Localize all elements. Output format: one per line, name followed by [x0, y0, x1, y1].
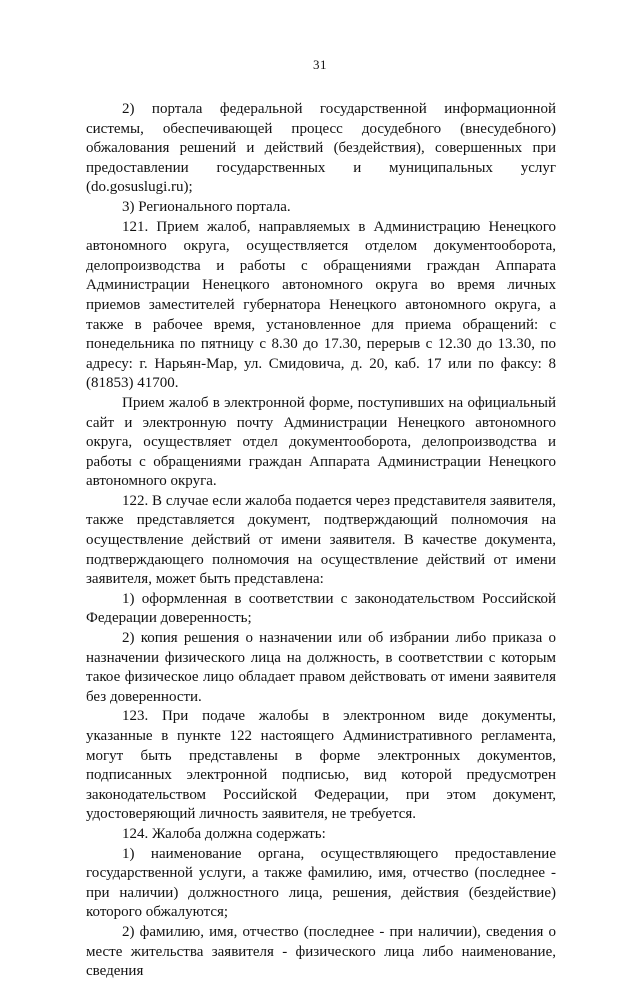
paragraph-123: 123. При подаче жалобы в электронном виде документы, указанные в пункте 122 настоящего Административного регламента, могут быть представлены в форме электронных документов, подписанных электронной подписью, вид которой предусмотрен законодательством Российской Федерации, при этом документ, удостоверяющий личность заявителя, не требуется.	[86, 708, 556, 823]
paragraph-122: 122. В случае если жалоба подается через представителя заявителя, также представляется документ, подтверждающий полномочия на осуществление действий от имени заявителя. В качестве документа, подтверждающего полномочия на осуществление действий от имени заявителя, может быть представлена:	[86, 492, 556, 588]
page-number: 31	[313, 57, 327, 72]
paragraph-portal-federal: 2) портала федеральной государственной информационной системы, обеспечивающей процесс досудебного (внесудебного) обжалования решений и действий (бездействия), совершенных при предоставлении государственных и муниципальных услуг (do.gosuslugi.ru);	[86, 101, 556, 196]
paragraph-regional-portal: 3) Регионального портала.	[122, 198, 291, 215]
paragraph-applicant-details: 2) фамилию, имя, отчество (последнее - при наличии), сведения о месте жительства заявителя - физического лица либо наименование, сведения	[86, 923, 556, 980]
paragraph-power-of-attorney: 1) оформленная в соответствии с законодательством Российской Федерации доверенность;	[86, 590, 556, 627]
paragraph-authority-name: 1) наименование органа, осуществляющего предоставление государственной услуги, а также фамилию, имя, отчество (последнее - при наличии) должностного лица, решения, действия (бездействие) которого обжалуются;	[86, 845, 556, 921]
paragraph-decision-copy: 2) копия решения о назначении или об избрании либо приказа о назначении физического лица на должность, в соответствии с которым такое физическое лицо обладает правом действовать от имени заявителя без доверенности.	[86, 630, 556, 705]
paragraph-124: 124. Жалоба должна содержать:	[122, 825, 326, 842]
document-body	[86, 100, 556, 982]
paragraph-electronic-complaints: Прием жалоб в электронной форме, поступивших на официальный сайт и электронную почту Администрации Ненецкого автономного округа, осуществляет отдел документооборота, делопроизводства и работы с обращениями граждан Аппарата Администрации Ненецкого автономного округа.	[86, 394, 556, 490]
paragraph-121: 121. Прием жалоб, направляемых в Администрацию Ненецкого автономного округа, осуществляется отделом документооборота, делопроизводства и работы с обращениями граждан Аппарата Администрации Ненецкого автономного округа во время личных приемов заместителей губернатора Ненецкого автономного округа, а также в рабочее время, установленное для приема обращений: с понедельника по пятницу с 8.30 до 17.30, перерыв с 12.30 до 13.30, по адресу: г. Нарьян-Мар, ул. Смидовича, д. 20, каб. 17 или по факсу: 8 (81853) 41700.	[86, 218, 556, 392]
